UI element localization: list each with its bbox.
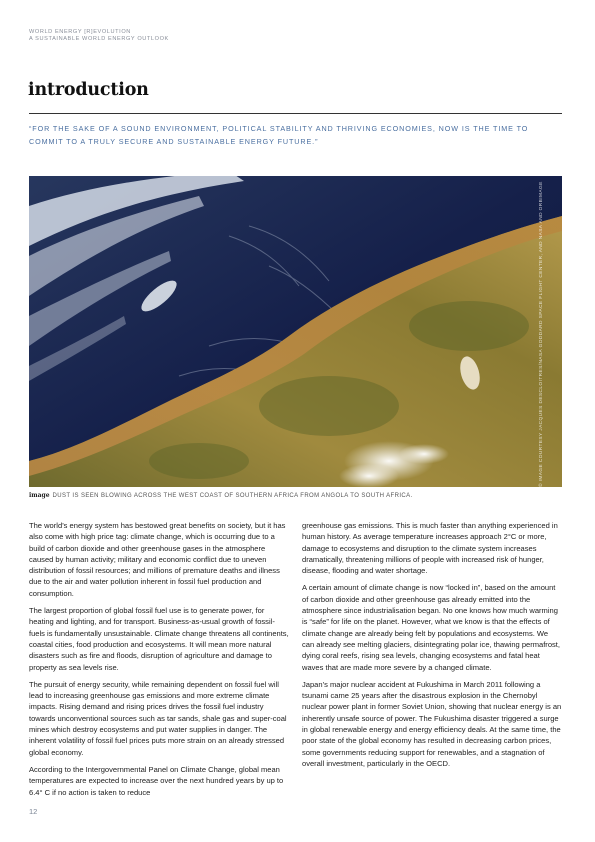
pull-quote: “FOR THE SAKE OF A SOUND ENVIRONMENT, POLITICAL STABILITY AND THRIVING ECONOMIES, NOW IS THE TIME TO COMMIT TO A TRULY SECURE AND SUSTAINABLE ENERGY FUTURE.” (29, 124, 529, 146)
satellite-image (29, 176, 562, 487)
body-column-right (302, 520, 562, 775)
header-subtitle: A SUSTAINABLE WORLD ENERGY OUTLOOK (29, 36, 169, 42)
header-series-title: WORLD ENERGY [R]EVOLUTION (29, 29, 131, 35)
body-paragraph: A certain amount of climate change is now “locked in”, based on the amount of carbon dioxide and other greenhouse gas already emitted into the atmosphere since industrialisation began. No one knows how much warming is “safe” for life on the planet. However, what we know is that the effects of climate change are already being felt by populations and ecosystems. We can already see melting glaciers, disintegrating polar ice, thawing permafrost, dying coral reefs, rising sea levels, changing ecosystems and fatal heat waves that are made more severe by a changed climate. (302, 583, 560, 672)
body-column-left (29, 520, 289, 804)
caption-label: image (29, 492, 50, 499)
body-paragraph: Japan’s major nuclear accident at Fukushima in March 2011 following a tsunami came 25 years after the disastrous explosion in the Chernobyl nuclear power plant in former Soviet Union, showing that nuclear energy is an inherently unsafe source of power. The Fukushima disaster triggered a surge in global renewable energy and energy efficiency deals. At the same time, the poor state of the global economy has resulted in decreasing carbon prices, some governments reducing support for renewables, and a stagnation of overall investment, particularly in the OECD. (302, 679, 562, 768)
body-paragraph: The world’s energy system has bestowed great benefits on society, but it has also come with high price tag: climate change, which is occurring due to a build of carbon dioxide and other greenhouse gases in the atmosphere caused by human activity; military and economic conflict due to uneven distribution of fossil resources; and millions of premature deaths and illness due to the air and water pollution inherent in fossil fuel production and consumption. (29, 521, 286, 598)
body-paragraph: The pursuit of energy security, while remaining dependent on fossil fuel will lead to increasing greenhouse gas emissions and more extreme climate impacts. Rising demand and rising prices drives the fossil fuel industry towards unconventional sources such as tar sands, shale gas and super-coal mines which destroy ecosystems and put water supplies in danger. The inherent volatility of fossil fuel prices puts more strain on an already stressed global economy. (29, 679, 287, 757)
title-divider (29, 113, 562, 114)
body-paragraph: greenhouse gas emissions. This is much faster than anything experienced in human history. As average temperature increases approach 2°C or more, damage to ecosystems and disruption to the climate system increases dramatically, threatening millions of people with increased risk of hunger, disease, flooding and water shortage. (302, 521, 558, 576)
page-number: 12 (29, 807, 38, 816)
image-credit: © IMAGE COURTESY JACQUES DESCLOITRES/NASA GODDARD SPACE FLIGHT CENTER, AND NASA AND ORBIMAGE (539, 181, 544, 487)
caption-text: DUST IS SEEN BLOWING ACROSS THE WEST COAST OF SOUTHERN AFRICA FROM ANGOLA TO SOUTH AFRICA. (52, 493, 413, 499)
image-caption (29, 492, 562, 499)
page-title: introduction (28, 80, 149, 100)
body-paragraph: According to the Intergovernmental Panel on Climate Change, global mean temperatures are expected to increase over the next hundred years by up to 6.4° C if no action is taken to reduce (29, 764, 284, 797)
body-paragraph: The largest proportion of global fossil fuel use is to generate power, for heating and lighting, and for transport. Business-as-usual growth of fossil-fuels is fundamentally unsustainable. Climate change threatens all continents, coastal cities, food production and ecosystems. It will mean more natural disasters such as fire and floods, disruption of agriculture and damage to property as sea levels rise. (29, 606, 289, 672)
